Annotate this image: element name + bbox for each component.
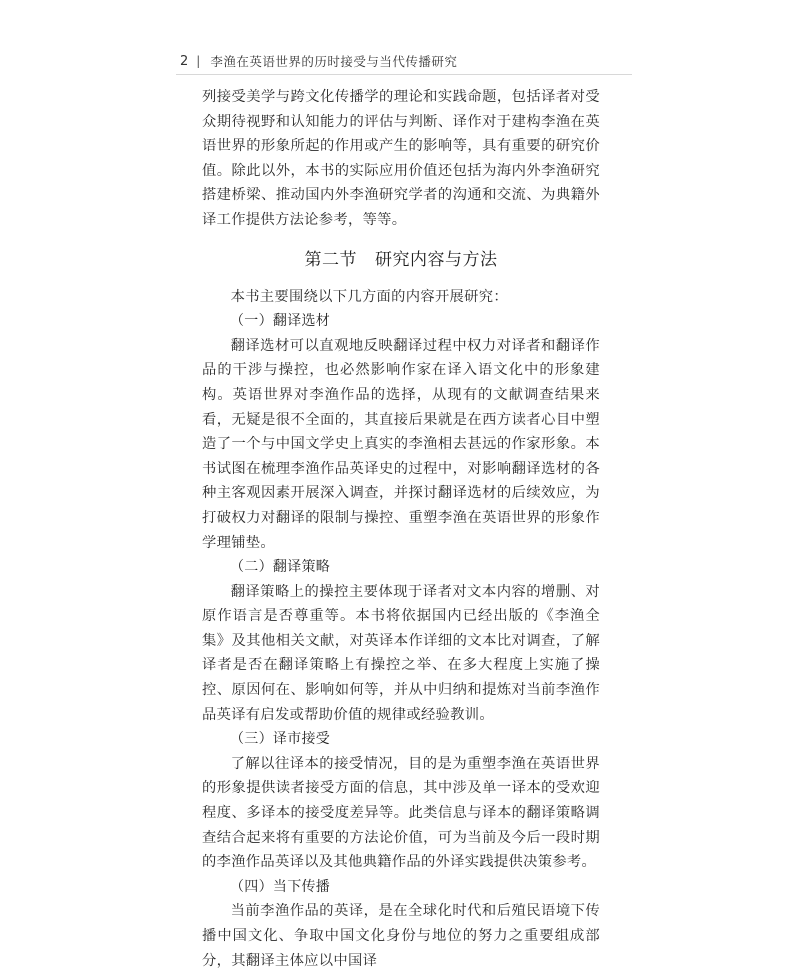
page-body (202, 85, 600, 973)
continued-paragraph: 列接受美学与跨文化传播学的理论和实践命题，包括译者对受众期待视野和认知能力的评估与判断、译作对于建构李渔在英语世界的形象所起的作用或产生的影响等，具有重要的研究价值。除此以外，本书的实际应用价值还包括为海内外李渔研究搭建桥梁、推动国内外李渔研究学者的沟通和交流、为典籍外译工作提供方法论参考，等等。 (202, 89, 600, 228)
section-title: 研究内容与方法 (375, 249, 498, 270)
subsection-heading-2: （二）翻译策略 (230, 559, 331, 576)
subsection-heading-1: （一）翻译选材 (230, 313, 331, 330)
running-header (180, 50, 640, 72)
subsection-paragraph-2: 翻译策略上的操控主要体现于译者对文本内容的增删、对原作语言是否尊重等。本书将依据国内已经出版的《李渔全集》及其他相关文献，对英译本作详细的文本比对调查，了解译者是否在翻译策略上有操控之举、在多大程度上实施了操控、原因何在、影响如何等，并从中归纳和提炼对当前李渔作品英译有启发或帮助价值的规律或经验教训。 (202, 583, 600, 723)
header-separator: | (196, 54, 201, 68)
section-heading (202, 247, 600, 273)
subsection-paragraph-1: 翻译选材可以直观地反映翻译过程中权力对译者和翻译作品的干涉与操控，也必然影响作家在译入语文化中的形象建构。英语世界对李渔作品的选择，从现有的文献调查结果来看，无疑是很不全面的，其直接后果就是在西方读者心目中塑造了一个与中国文学史上真实的李渔相去甚远的作家形象。本书试图在梳理李渔作品英译史的过程中，对影响翻译选材的各种主客观因素开展深入调查，并探讨翻译选材的后续效应，为打破权力对翻译的限制与操控、重塑李渔在英语世界的形象作学理铺垫。 (202, 337, 600, 551)
subsection-heading-3: （三）译市接受 (230, 731, 331, 748)
running-title: 李渔在英语世界的历时接受与当代传播研究 (210, 54, 458, 69)
subsection-paragraph-4: 当前李渔作品的英译，是在全球化时代和后殖民语境下传播中国文化、争取中国文化身份与地位的努力之重要组成部分，其翻译主体应以中国译 (202, 903, 600, 969)
section-number: 第二节 (304, 249, 357, 270)
page-number: 2 (180, 53, 189, 69)
intro-paragraph: 本书主要围绕以下几方面的内容开展研究： (230, 288, 508, 305)
subsection-heading-4: （四）当下传播 (230, 878, 331, 895)
header-divider (176, 74, 632, 75)
subsection-paragraph-3: 了解以往译本的接受情况，目的是为重塑李渔在英语世界的形象提供读者接受方面的信息，其中涉及单一译本的受欢迎程度、多译本的接受度差异等。此类信息与译本的翻译策略调查结合起来将有重要的方法论价值，可为当前及今后一段时期的李渔作品英译以及其他典籍作品的外译实践提供决策参考。 (202, 755, 600, 871)
